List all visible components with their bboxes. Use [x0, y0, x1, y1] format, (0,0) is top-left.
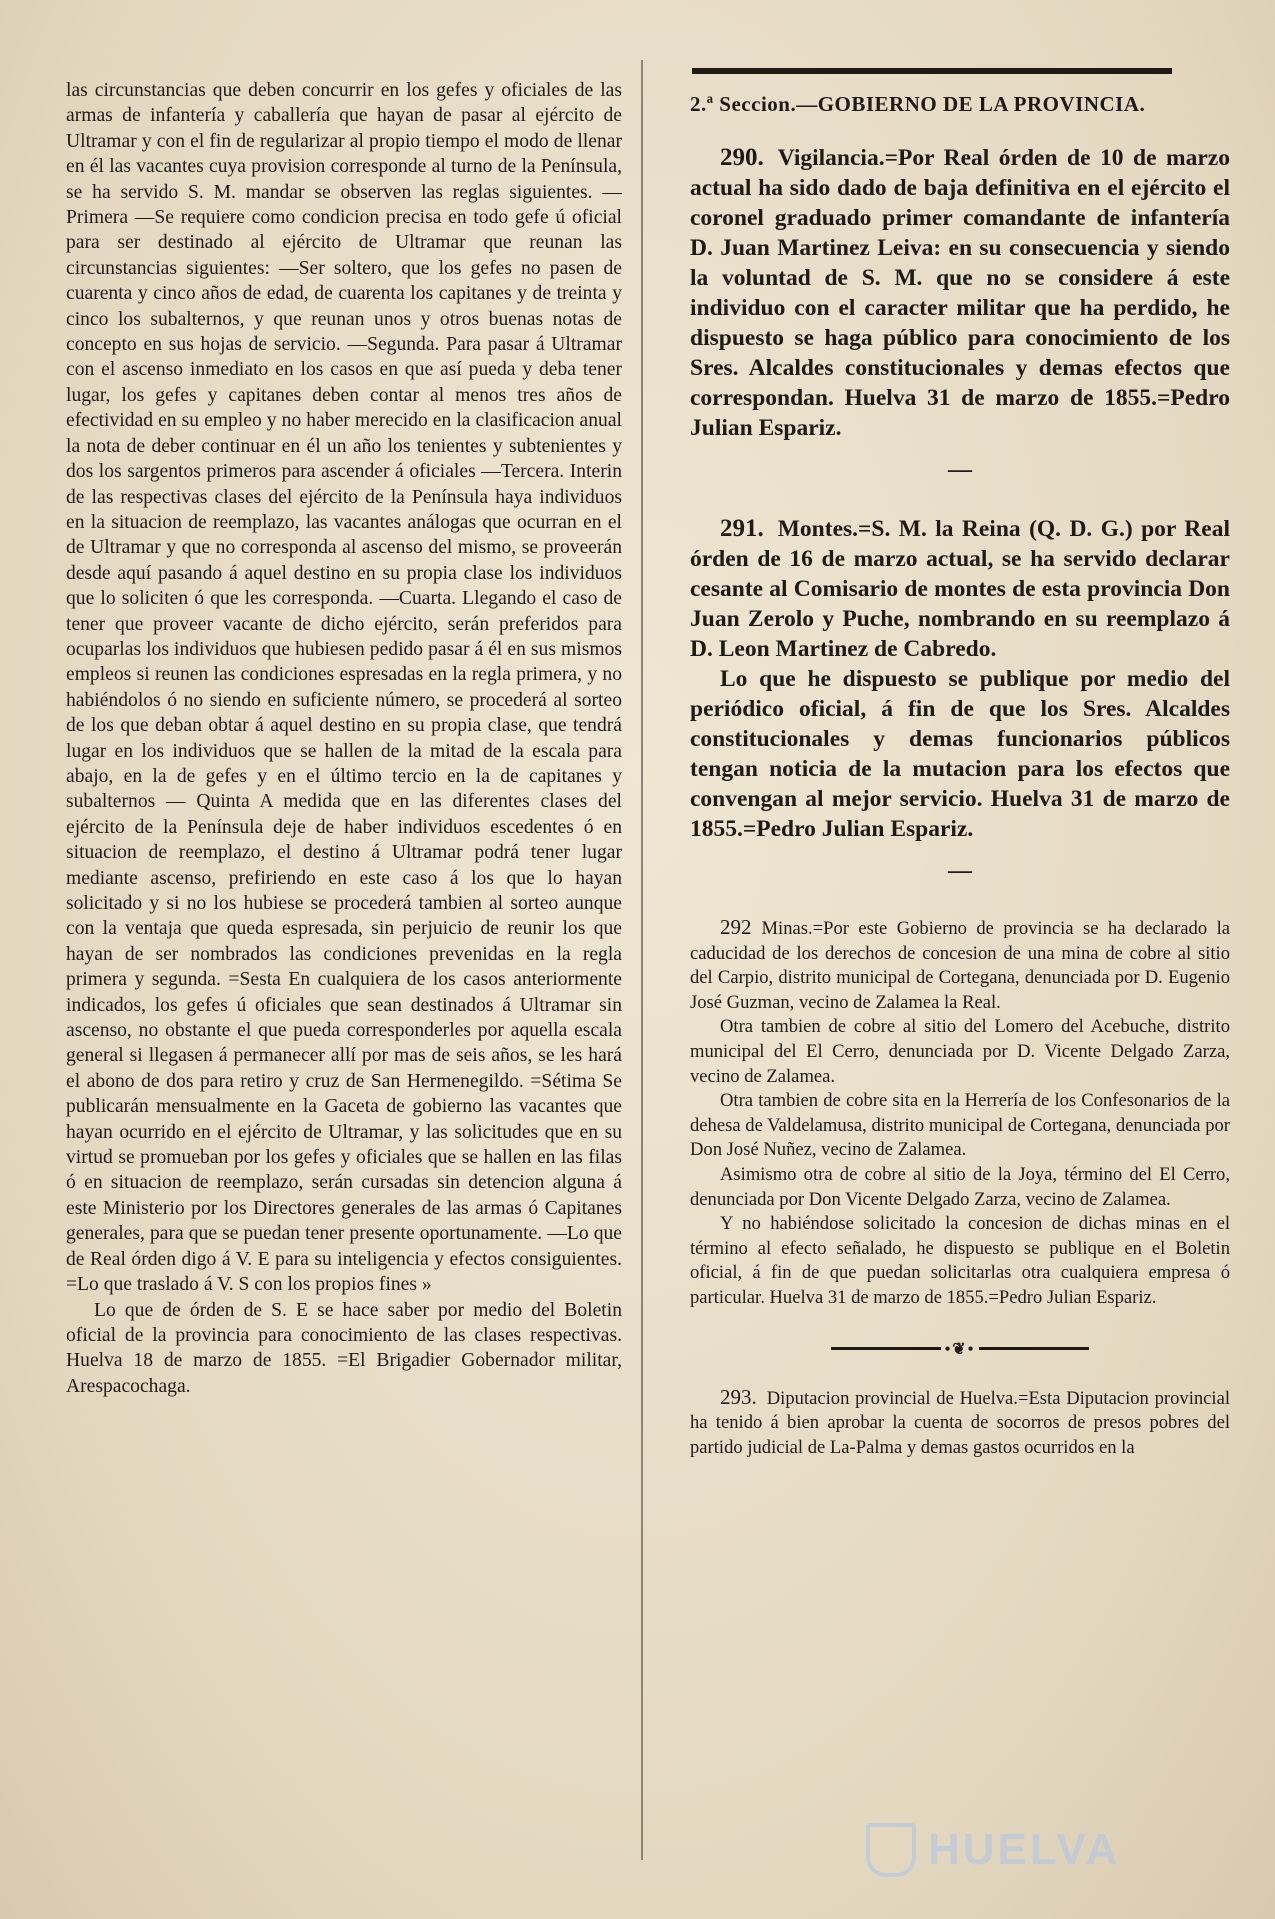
article-text: Otra tambien de cobre al sitio del Lomero del Acebuche, distrito municipal del El Cerro, denunciada por D. Vicente Delgado Zarza, vecino de Zalamea. — [690, 1016, 1230, 1087]
article-number: 293. — [720, 1384, 757, 1409]
article-text: Asimismo otra de cobre al sitio de la Joya, término del El Cerro, denunciada por Don Vicente Delgado Zarza, vecino de Zalamea. — [690, 1163, 1230, 1210]
separator: — — [948, 858, 972, 884]
article-293 — [690, 1385, 1230, 1461]
column-divider — [641, 60, 643, 1860]
right-column — [690, 68, 1230, 1868]
article-text: Diputacion provincial de Huelva.=Esta Diputacion provincial ha tenido á bien aprobar la cuenta de socorros de presos pobres del partido judicial de La-Palma y demas gastos ocurridos en la — [690, 1387, 1230, 1458]
watermark-text: HUELVA — [928, 1825, 1121, 1874]
article-number: 292 — [720, 915, 752, 939]
article-291 — [690, 514, 1230, 844]
article-292 — [690, 915, 1230, 1311]
ornament-line — [979, 1347, 1089, 1350]
left-paragraph-1: las circunstancias que deben concurrir en los gefes y oficiales de las armas de infantería y caballería que hayan de pasar al ejército de Ultramar y con el fin de regularizar al propio tiempo el modo de llenar en él las vacantes cuya provision corresponde al turno de la Península, se ha servido S. M. mandar se observen las reglas siguientes. —Primera —Se requiere como condicion precisa en todo gefe ú oficial para ser destinado al ejército de Ultramar que reunan las circunstancias siguientes: —Ser soltero, que los gefes no pasen de cuarenta y cinco años de edad, de cuarenta los capitanes y de treinta y cinco los subalternos, y que reunan unos y otros buenas notas de concepto en sus hojas de servicio. —Segunda. Para pasar á Ultramar con el ascenso inmediato en los casos en que así pueda y deba tener lugar, los gefes y capitanes deben contar al menos tres años de efectividad en su empleo y no haber merecido en la clasificacion anual la nota de deber continuar en él un año los tenientes y subtenientes y dos los sargentos primeros para ascender á oficiales —Tercera. Interin de las respectivas clases del ejército de la Península haya individuos en la situacion de reemplazo, las vacantes análogas que ocurran en el de Ultramar y que no corresponda al ascenso del mismo, se proveerán desde aquí pasando á aquel destino en su propia clase los individuos que lo soliciten ó que les corresponda. —Cuarta. Llegando el caso de tener que proveer vacante de dicho ejército, serán preferidos para ocuparlas los individuos que hubiesen pedido pasar á él en sus mismos empleos si reunen las condiciones espresadas en la regla primera, y no habiéndolos ó no siendo en suficiente número, se procederá al sorteo de los que deban obtar á aquel destino en su propia clase, que tendrá lugar en los individuos que se hallen de la mitad de la escala para abajo, en la de gefes y en el último tercio en la de capitanes y subalternos — Quinta A medida que en las diferentes clases del ejército de la Península deje de haber individuos escedentes ó en situacion de reemplazo, el destino á Ultramar podrá tener lugar mediante ascenso, prefiriendo en este caso á los que lo hayan solicitado y si no los hubiese se procederá tambien al sorteo aunque con la ventaja que queda espresada, sin perjuicio de reunir los que hayan de ser nombrados las condiciones prevenidas en la regla primera y segunda. =Sesta En cualquiera de los casos anteriormente indicados, los gefes ú oficiales que sean destinados á Ultramar sin ascenso, no obstante el que pueda corresponderles por aquella escala general si llegasen á permanecer allí por mas de seis años, se les hará el abono de dos para retiro y cruz de San Hermenegildo. =Sétima Se publicarán mensualmente en la Gaceta de gobierno las vacantes que hayan ocurrido en el ejército de Ultramar, y las solicitudes que en su virtud se promueban por los gefes y oficiales que se hallen en las filas ó en situacion de reemplazo, serán cursadas sin detencion alguna á este Ministerio por los Directores generales de las armas ó Capitanes generales, para que se puedan tener presente oportunamente. —Lo que de Real órden digo á V. E para su inteligencia y efectos consiguientes. =Lo que traslado á V. S con los propios fines » — [66, 80, 622, 1296]
article-290 — [690, 143, 1230, 443]
separator: — — [948, 457, 972, 483]
shield-icon — [866, 1823, 916, 1877]
section-title: 2.ª Seccion.—GOBIERNO DE LA PROVINCIA. — [690, 92, 1146, 116]
ornament-line — [831, 1347, 941, 1350]
article-number: 290. — [720, 144, 764, 171]
article-text-2: Lo que he dispuesto se publique por medio del periódico oficial, á fin de que los Sres. Alcaldes constitucionales y demas funcionarios públicos tengan noticia de la mutacion para los efectos que convengan al mejor servicio. Huelva 31 de marzo de 1855.=Pedro Julian Espariz. — [690, 666, 1230, 842]
ornament-knot: •❦• — [944, 1340, 976, 1358]
article-text: Y no habiéndose solicitado la concesion de dichas minas en el término al efecto señalado, he dispuesto se publique en el Boletin oficial, á fin de que puedan solicitarlas otra cualquiera empresa ó particular. Huelva 31 de marzo de 1855.=Pedro Julian Espariz. — [690, 1213, 1230, 1308]
ornament-divider — [690, 1339, 1230, 1359]
left-paragraph-2: Lo que de órden de S. E se hace saber por medio del Boletin oficial de la provincia para conocimiento de las clases respectivas. Huelva 18 de marzo de 1855. =El Brigadier Gobernador militar, Arespacochaga. — [66, 1299, 622, 1397]
left-column — [66, 78, 622, 1868]
article-number: 291. — [720, 515, 764, 542]
article-text: Montes.=S. M. la Reina (Q. D. G.) por Real órden de 16 de marzo actual, se ha servido declarar cesante al Comisario de montes de esta provincia Don Juan Zerolo y Puche, nombrando en su reemplazo á D. Leon Martinez de Cabredo. — [690, 516, 1230, 662]
top-rule — [692, 68, 1172, 74]
article-text: Vigilancia.=Por Real órden de 10 de marzo actual ha sido dado de baja definitiva en el ejército el coronel graduado primer comandante de infantería D. Juan Martinez Leiva: en su consecuencia y siendo la voluntad de S. M. que no se considere á este individuo con el caracter militar que ha perdido, he dispuesto se haga público para conocimiento de los Sres. Alcaldes constitucionales y demas efectos que correspondan. Huelva 31 de marzo de 1855.=Pedro Julian Espariz. — [690, 145, 1230, 441]
article-text: Otra tambien de cobre sita en la Herrería de los Confesonarios de la dehesa de Valdelamusa, distrito municipal de Cortegana, denunciada por Don José Nuñez, vecino de Zalamea. — [690, 1090, 1230, 1161]
watermark — [866, 1823, 1120, 1877]
article-text: Minas.=Por este Gobierno de provincia se ha declarado la caducidad de los derechos de concesion de una mina de cobre al sitio del Carpio, distrito municipal de Cortegana, denunciada por D. Eugenio José Guzman, vecino de Zalamea la Real. — [690, 918, 1230, 1013]
